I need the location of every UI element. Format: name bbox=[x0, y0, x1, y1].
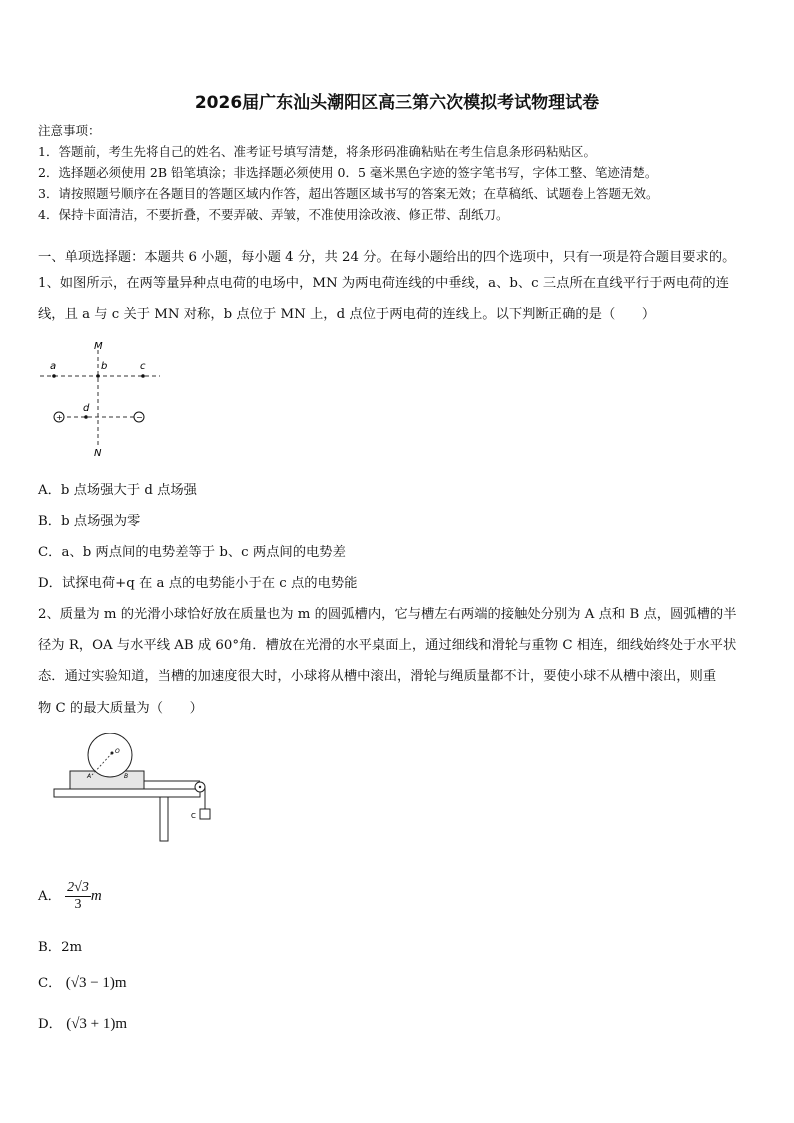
label-N: N bbox=[94, 448, 102, 459]
label-M: M bbox=[94, 341, 103, 352]
label-plus: + bbox=[56, 413, 63, 422]
q2-stem-line1: 2、质量为 m 的光滑小球恰好放在质量也为 m 的圆弧槽内，它与槽左右两端的接触处分别为 A 点和 B 点，圆弧槽的半 bbox=[38, 607, 737, 622]
notice-heading: 注意事项： bbox=[38, 123, 101, 138]
exam-title: 2026届广东汕头潮阳区高三第六次模拟考试物理试卷 bbox=[194, 93, 600, 113]
q2-option-a bbox=[38, 880, 102, 913]
q2-option-c-label: C． bbox=[38, 976, 62, 991]
q1-option-a: A．b 点场强大于 d 点场强 bbox=[38, 483, 197, 498]
label-minus: − bbox=[136, 413, 143, 422]
q2-option-a-numerator: 2√3 bbox=[67, 880, 89, 895]
q1-field-figure bbox=[40, 336, 170, 460]
label-a: a bbox=[50, 361, 57, 372]
label-B: B bbox=[124, 773, 129, 780]
q2-option-c-expression: (√3 − 1)m bbox=[65, 975, 127, 991]
q2-option-d bbox=[38, 1013, 127, 1033]
label-O: O bbox=[115, 748, 120, 755]
q2-trough-figure bbox=[52, 733, 212, 845]
q1-option-d: D．试探电荷+q 在 a 点的电势能小于在 c 点的电势能 bbox=[38, 576, 358, 591]
label-b: b bbox=[101, 361, 108, 372]
q1-option-b: B．b 点场强为零 bbox=[38, 514, 141, 529]
q2-stem-line3: 态．通过实验知道，当槽的加速度很大时，小球将从槽中滚出，滑轮与绳质量都不计，要使小球不从槽中滚出，则重 bbox=[38, 669, 717, 684]
label-A: A bbox=[87, 773, 92, 780]
label-C: C bbox=[191, 812, 196, 820]
label-c: c bbox=[140, 361, 146, 372]
notice-item-4: 4．保持卡面清洁，不要折叠，不要弄破、弄皱，不准使用涂改液、修正带、刮纸刀。 bbox=[38, 207, 509, 222]
q2-option-a-fraction bbox=[65, 880, 91, 913]
q2-option-a-variable: m bbox=[90, 888, 102, 904]
q2-option-b: B．2m bbox=[38, 940, 83, 955]
q1-option-c: C．a、b 两点间的电势差等于 b、c 两点间的电势差 bbox=[38, 545, 346, 560]
notice-item-1: 1．答题前，考生先将自己的姓名、准考证号填写清楚，将条形码准确粘贴在考生信息条形码粘贴区。 bbox=[38, 144, 596, 159]
q2-option-d-expression: (√3 + 1)m bbox=[66, 1016, 128, 1032]
q2-option-c bbox=[38, 972, 127, 992]
label-d: d bbox=[83, 403, 90, 414]
section-heading: 一、单项选择题：本题共 6 小题，每小题 4 分，共 24 分。在每小题给出的四个选项中，只有一项是符合题目要求的。 bbox=[38, 250, 736, 265]
q2-option-d-label: D． bbox=[38, 1017, 62, 1032]
q2-option-a-label: A． bbox=[38, 889, 61, 904]
q1-stem-line1: 1、如图所示，在两等量异种点电荷的电场中，MN 为两电荷连线的中垂线，a、b、c 三点所在直线平行于两电荷的连 bbox=[38, 276, 730, 291]
q2-stem-line4: 物 C 的最大质量为（ ） bbox=[38, 701, 203, 716]
notice-item-2: 2．选择题必须使用 2B 铅笔填涂；非选择题必须使用 0．5 毫米黑色字迹的签字笔书写，字体工整、笔迹清楚。 bbox=[38, 165, 658, 180]
q1-stem-line2: 线，且 a 与 c 关于 MN 对称，b 点位于 MN 上，d 点位于两电荷的连线上。以下判断正确的是（ ） bbox=[38, 307, 656, 322]
q2-option-a-denominator: 3 bbox=[74, 897, 82, 912]
notice-item-3: 3．请按照题号顺序在各题目的答题区域内作答，超出答题区域书写的答案无效；在草稿纸、试题卷上答题无效。 bbox=[38, 186, 659, 201]
q2-stem-line2: 径为 R，OA 与水平线 AB 成 60°角．槽放在光滑的水平桌面上，通过细线和滑轮与重物 C 相连，细线始终处于水平状 bbox=[38, 638, 737, 653]
